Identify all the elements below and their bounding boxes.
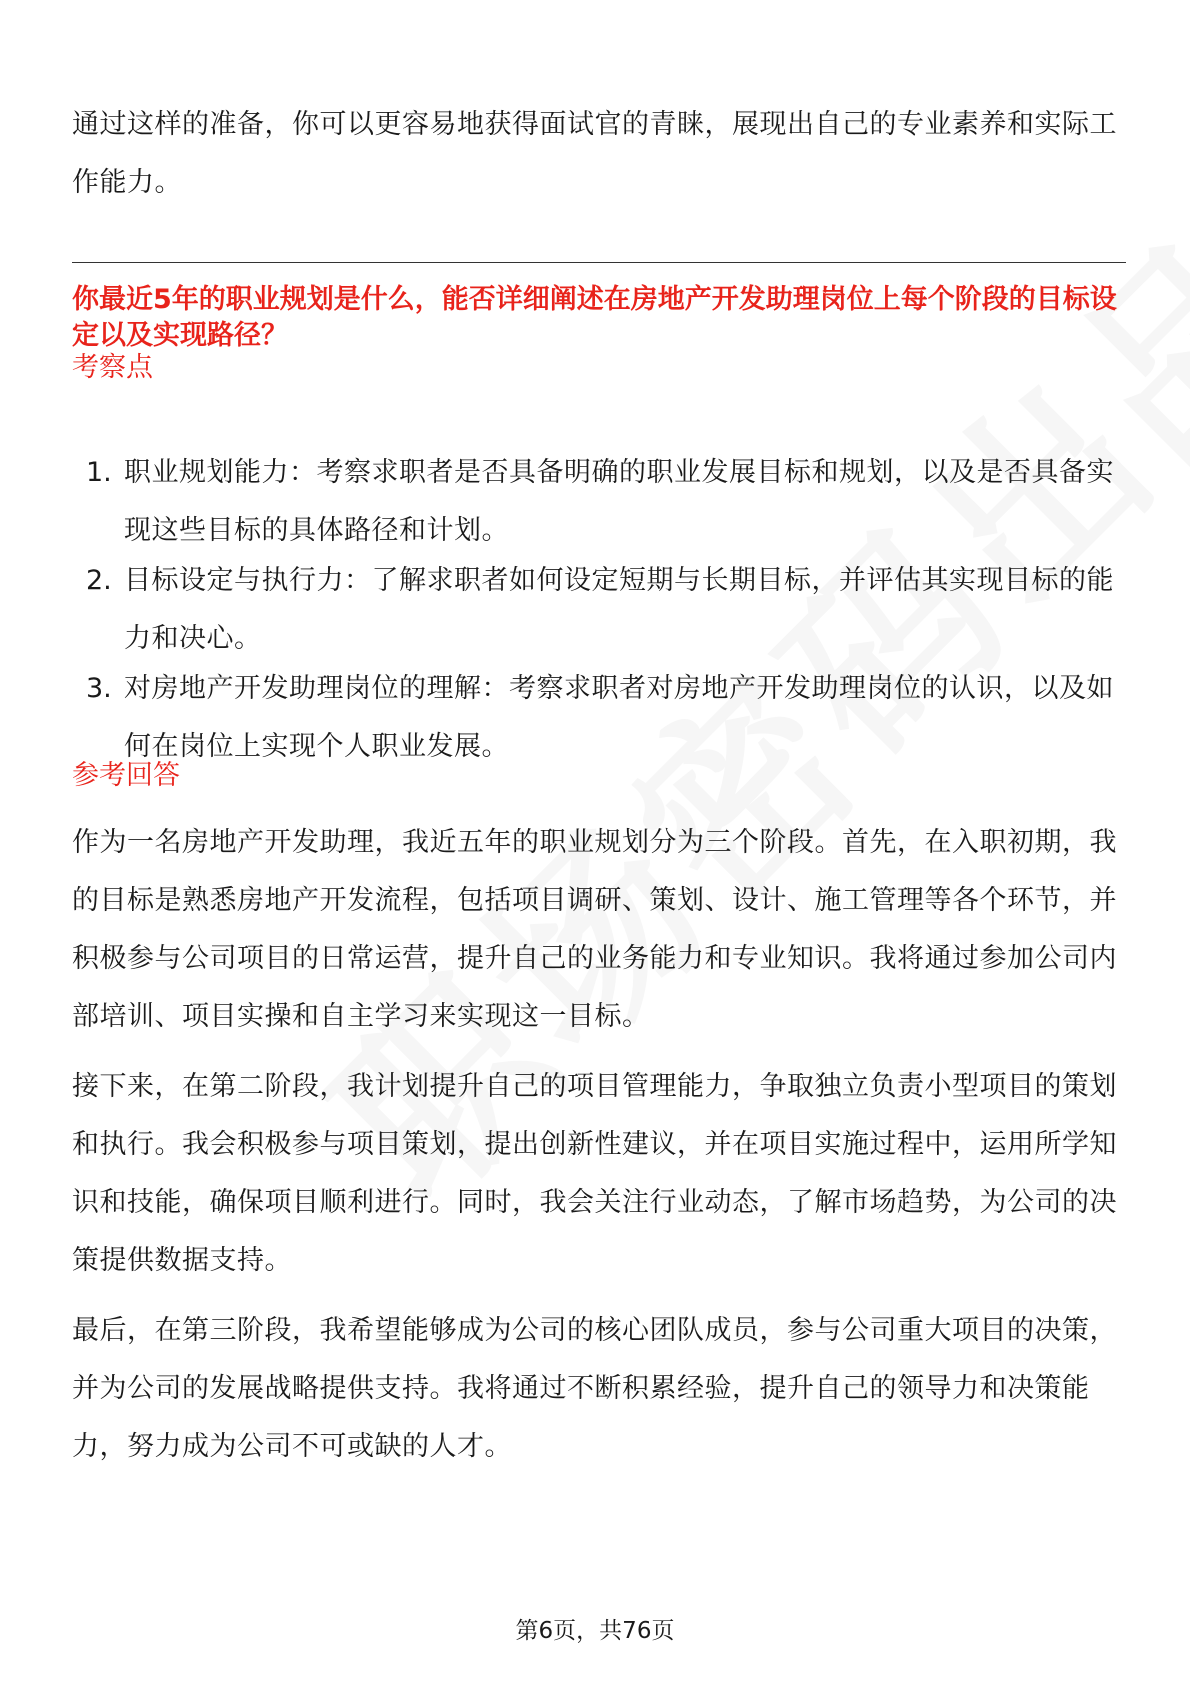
list-item-number: 2. — [86, 565, 112, 596]
answer-paragraph: 接下来，在第二阶段，我计划提升自己的项目管理能力，争取独立负责小型项目的策划和执行。我会积极参与项目策划，提出创新性建议，并在项目实施过程中，运用所学知识和技能，确保项目顺利进行。同时，我会关注行业动态，了解市场趋势，为公司的决策提供数据支持。 — [72, 1071, 1117, 1276]
answer-title: 参考回答 — [72, 760, 180, 791]
question-heading: 你最近5年的职业规划是什么，能否详细阐述在房地产开发助理岗位上每个阶段的目标设定以及实现路径？ — [72, 284, 1117, 351]
list-item — [72, 444, 1126, 560]
page-footer: 第6页，共76页 — [515, 1618, 675, 1644]
divider — [72, 262, 1126, 263]
examination-list — [72, 444, 1126, 776]
document-page — [72, 0, 1126, 1684]
answer-paragraph: 最后，在第三阶段，我希望能够成为公司的核心团队成员，参与公司重大项目的决策，并为公司的发展战略提供支持。我将通过不断积累经验，提升自己的领导力和决策能力，努力成为公司不可或缺的人才。 — [72, 1315, 1117, 1462]
list-item-number: 3. — [86, 673, 112, 704]
list-item-text: 职业规划能力：考察求职者是否具备明确的职业发展目标和规划，以及是否具备实现这些目标的具体路径和计划。 — [124, 457, 1114, 546]
intro-paragraph: 通过这样的准备，你可以更容易地获得面试官的青睐，展现出自己的专业素养和实际工作能力。 — [72, 109, 1117, 198]
list-item — [72, 660, 1126, 776]
list-item-number: 1. — [86, 457, 112, 488]
examination-title: 考察点 — [72, 352, 153, 383]
list-item-text: 对房地产开发助理岗位的理解：考察求职者对房地产开发助理岗位的认识，以及如何在岗位上实现个人职业发展。 — [124, 673, 1114, 762]
list-item-text: 目标设定与执行力：了解求职者如何设定短期与长期目标，并评估其实现目标的能力和决心。 — [124, 565, 1114, 654]
list-item — [72, 552, 1126, 668]
answer-paragraph: 作为一名房地产开发助理，我近五年的职业规划分为三个阶段。首先，在入职初期，我的目标是熟悉房地产开发流程，包括项目调研、策划、设计、施工管理等各个环节，并积极参与公司项目的日常运营，提升自己的业务能力和专业知识。我将通过参加公司内部培训、项目实操和自主学习来实现这一目标。 — [72, 827, 1117, 1032]
